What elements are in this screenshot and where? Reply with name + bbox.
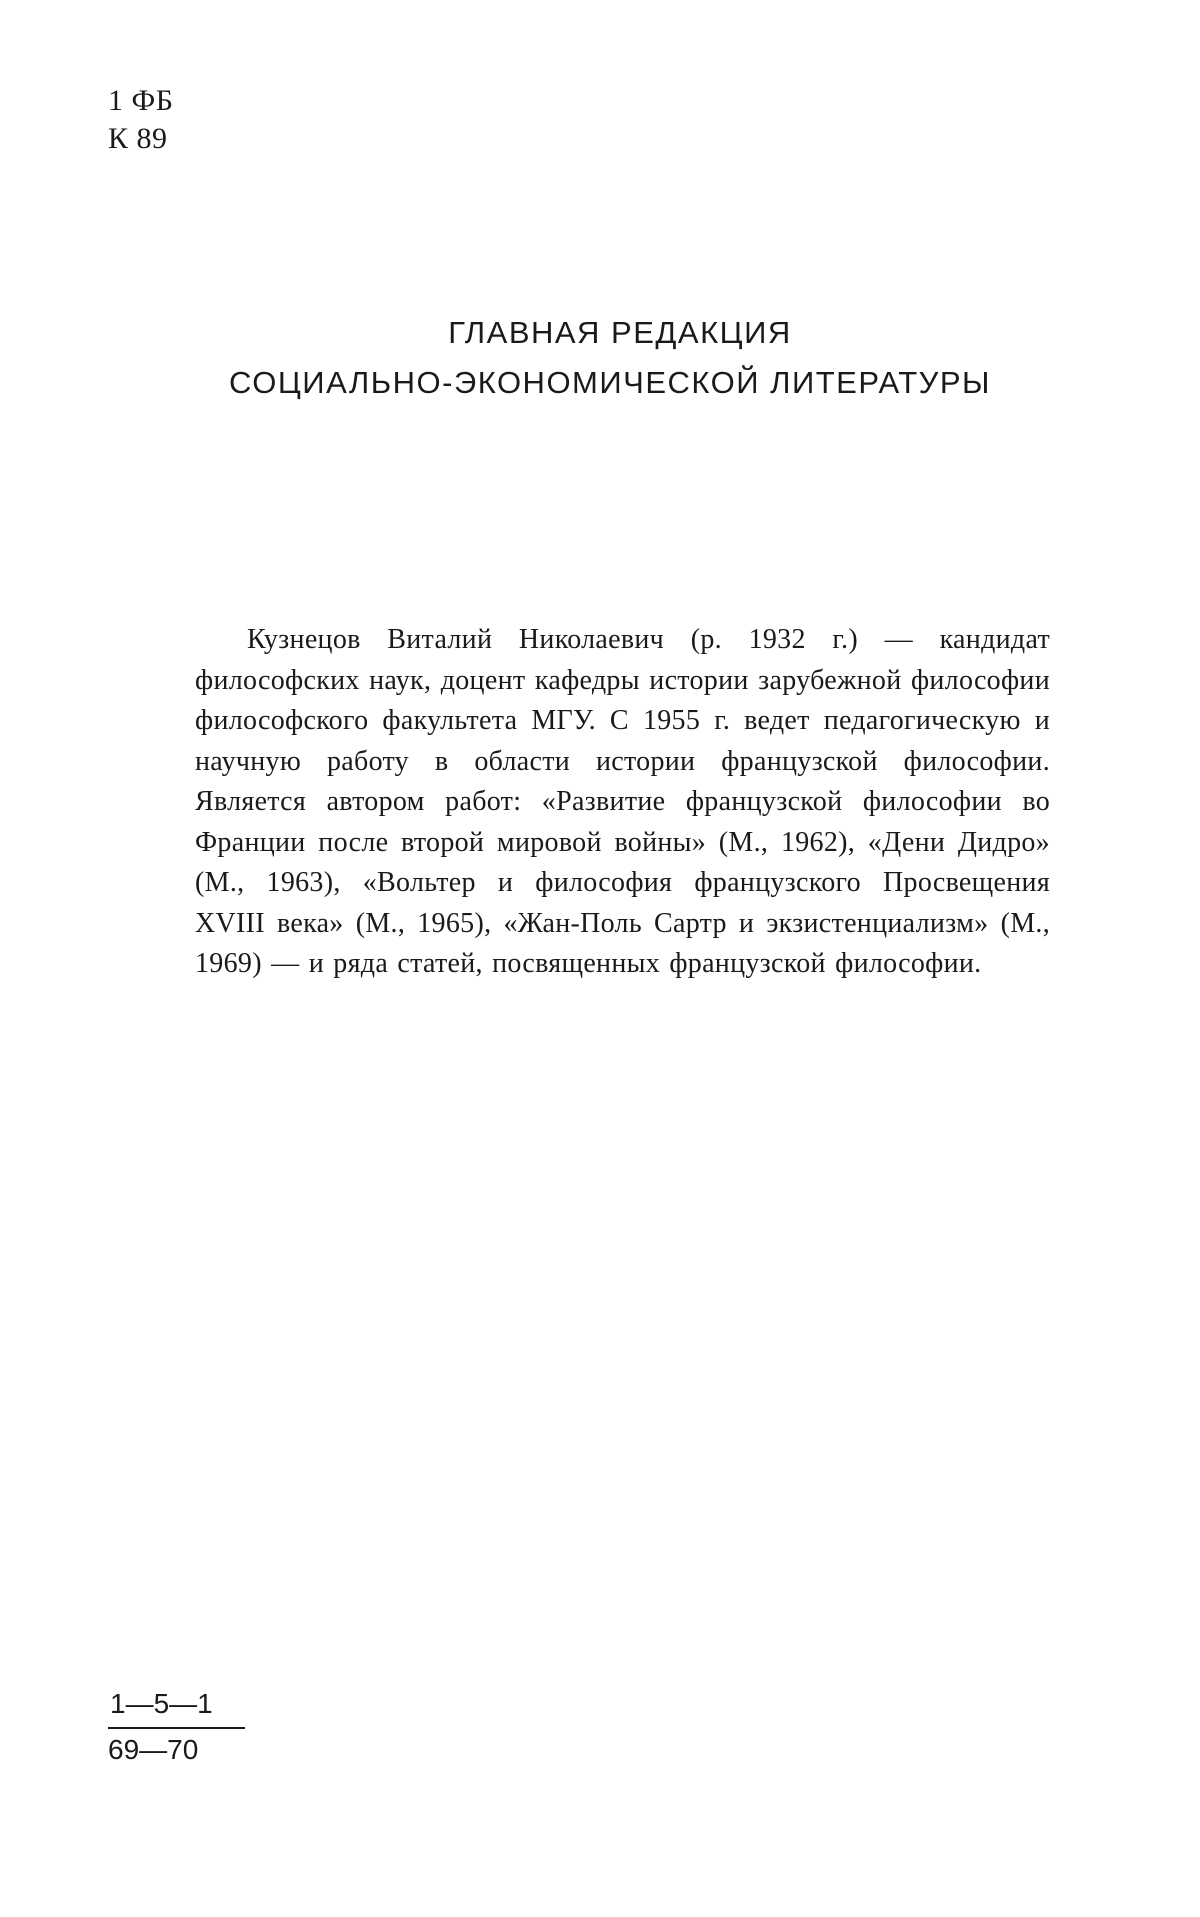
publisher-imprint xyxy=(0,308,1200,408)
publication-code xyxy=(108,1685,245,1769)
classification-index xyxy=(108,82,173,158)
imprint-line-1: ГЛАВНАЯ РЕДАКЦИЯ xyxy=(448,315,792,350)
imprint-line-2: СОЦИАЛЬНО-ЭКОНОМИЧЕСКОЙ ЛИТЕРАТУРЫ xyxy=(229,365,991,400)
author-bio: Кузнецов Виталий Николаевич (р. 1932 г.) — кандидат философских наук, доцент кафедры истории зарубежной философии философского факультета МГУ. С 1955 г. ведет педагогическую и научную работу в области истории французской философии. Является автором работ: «Развитие французской философии во Франции после второй мировой войны» (М., 1962), «Дени Дидро» (М., 1963), «Вольтер и философия французского Просвещения XVIII века» (М., 1965), «Жан-Поль Сартр и экзистенциализм» (М., 1969) — и ряда статей, посвященных французской философии. xyxy=(195,624,1050,979)
classification-line-1: 1 ФБ xyxy=(108,84,174,117)
classification-line-2: К 89 xyxy=(108,122,168,155)
code-denominator: 69—70 xyxy=(108,1734,199,1765)
code-numerator: 1—5—1 xyxy=(110,1688,213,1719)
